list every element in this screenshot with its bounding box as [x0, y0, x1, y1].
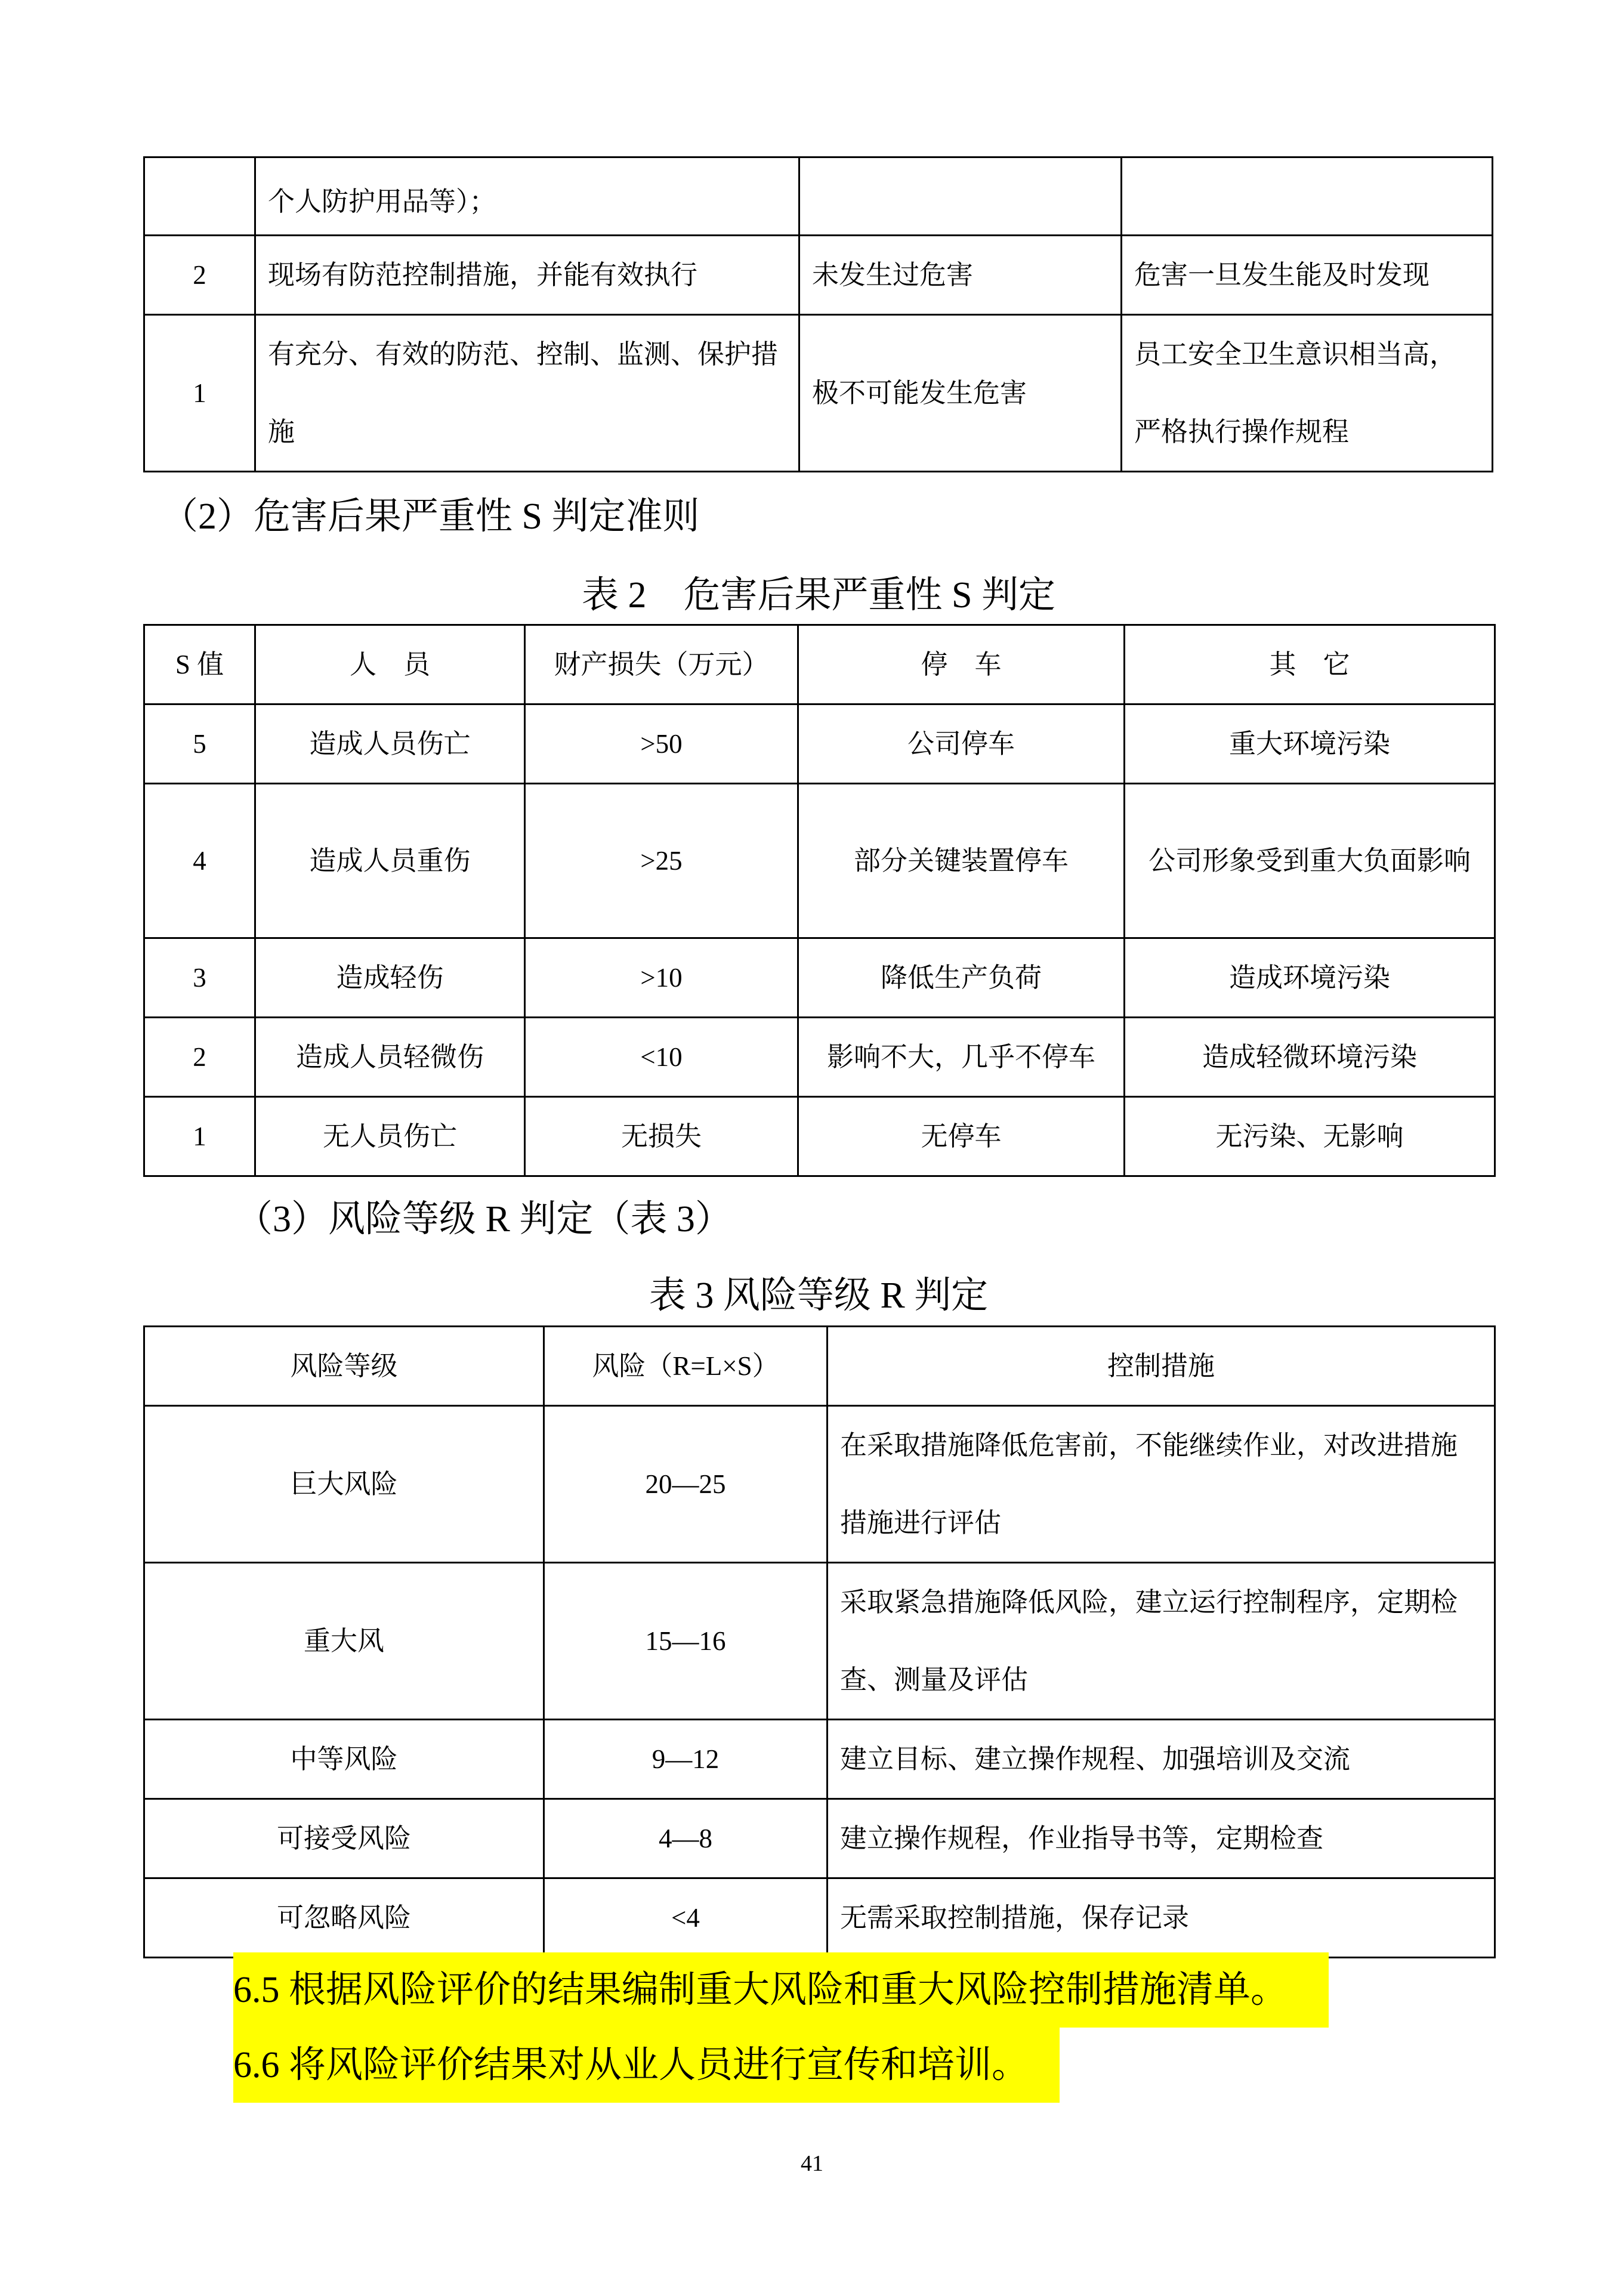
section-heading-severity: （2）危害后果严重性 S 判定准则 [161, 496, 700, 537]
table-cell: 无人员伤亡 [255, 1097, 525, 1176]
table-row [144, 784, 1495, 938]
table-cell: 无损失 [525, 1097, 798, 1176]
table-cell: 员工安全卫生意识相当高，严格执行操作规程 [1122, 315, 1493, 472]
table-cell [799, 157, 1122, 236]
table-cell: >10 [525, 938, 798, 1018]
table2-title: 表 2 危害后果严重性 S 判定 [582, 575, 1055, 616]
table-row [144, 157, 1493, 236]
table3-title: 表 3 风险等级 R 判定 [649, 1275, 989, 1316]
table-header-row [144, 625, 1495, 704]
section-heading-risk-level: （3）风险等级 R 判定（表 3） [236, 1199, 732, 1240]
column-header: 财产损失（万元） [525, 625, 798, 704]
table-cell: 未发生过危害 [799, 236, 1122, 315]
column-header: 风险（R=L×S） [544, 1327, 828, 1406]
table-cell: 巨大风险 [144, 1406, 544, 1563]
table-cell: 在采取措施降低危害前，不能继续作业，对改进措施措施进行评估 [828, 1406, 1495, 1563]
table-cell: 部分关键装置停车 [798, 784, 1125, 938]
table-cell: 2 [144, 1018, 255, 1097]
table-cell: 5 [144, 704, 255, 784]
table-cell: 极不可能发生危害 [799, 315, 1122, 472]
table-cell: 影响不大，几乎不停车 [798, 1018, 1125, 1097]
table-cell: 造成人员轻微伤 [255, 1018, 525, 1097]
table-cell: 2 [144, 236, 255, 315]
page-number: 41 [801, 2151, 823, 2176]
table-cell: <10 [525, 1018, 798, 1097]
table-cell: 造成人员伤亡 [255, 704, 525, 784]
table-cell: >25 [525, 784, 798, 938]
table-cell: 有充分、有效的防范、控制、监测、保护措施 [255, 315, 799, 472]
table-row [144, 704, 1495, 784]
column-header: 其 它 [1125, 625, 1495, 704]
table-cell: 重大风 [144, 1563, 544, 1720]
likelihood-table-continuation [143, 156, 1493, 472]
table-cell: 4—8 [544, 1799, 828, 1878]
column-header: 风险等级 [144, 1327, 544, 1406]
table-cell: 无污染、无影响 [1125, 1097, 1495, 1176]
risk-level-table [143, 1325, 1496, 1958]
column-header: 停 车 [798, 625, 1125, 704]
table-row [144, 1720, 1495, 1799]
table-cell: 可接受风险 [144, 1799, 544, 1878]
table-cell [144, 157, 255, 236]
table-cell: 造成人员重伤 [255, 784, 525, 938]
table-cell: 现场有防范控制措施，并能有效执行 [255, 236, 799, 315]
table-cell: <4 [544, 1878, 828, 1958]
column-header: 控制措施 [828, 1327, 1495, 1406]
table-cell: 9—12 [544, 1720, 828, 1799]
column-header: 人 员 [255, 625, 525, 704]
table-cell: 4 [144, 784, 255, 938]
table-cell: >50 [525, 704, 798, 784]
table-row [144, 1878, 1495, 1958]
table-cell: 公司形象受到重大负面影响 [1125, 784, 1495, 938]
table-cell: 1 [144, 1097, 255, 1176]
table-row [144, 1097, 1495, 1176]
table-row [144, 315, 1493, 472]
highlighted-paragraph-6-6: 6.6 将风险评价结果对从业人员进行宣传和培训。 [233, 2028, 1060, 2103]
table-row [144, 1563, 1495, 1720]
table-cell: 无停车 [798, 1097, 1125, 1176]
table-cell: 建立操作规程，作业指导书等，定期检查 [828, 1799, 1495, 1878]
table-cell: 1 [144, 315, 255, 472]
table-cell [1122, 157, 1493, 236]
table-cell: 公司停车 [798, 704, 1125, 784]
table-row [144, 1799, 1495, 1878]
table-row [144, 236, 1493, 315]
table-cell: 采取紧急措施降低风险，建立运行控制程序，定期检查、测量及评估 [828, 1563, 1495, 1720]
table-cell: 造成轻微环境污染 [1125, 1018, 1495, 1097]
table-cell: 建立目标、建立操作规程、加强培训及交流 [828, 1720, 1495, 1799]
table-header-row [144, 1327, 1495, 1406]
table-cell: 危害一旦发生能及时发现 [1122, 236, 1493, 315]
highlighted-paragraph-6-5: 6.5 根据风险评价的结果编制重大风险和重大风险控制措施清单。 [233, 1952, 1329, 2028]
table-cell: 降低生产负荷 [798, 938, 1125, 1018]
table-row [144, 1018, 1495, 1097]
table-cell: 重大环境污染 [1125, 704, 1495, 784]
table-cell: 造成轻伤 [255, 938, 525, 1018]
column-header: S 值 [144, 625, 255, 704]
table-cell: 个人防护用品等）； [255, 157, 799, 236]
table-row [144, 1406, 1495, 1563]
table-cell: 造成环境污染 [1125, 938, 1495, 1018]
table-cell: 无需采取控制措施，保存记录 [828, 1878, 1495, 1958]
table-cell: 中等风险 [144, 1720, 544, 1799]
table-cell: 可忽略风险 [144, 1878, 544, 1958]
table-cell: 20—25 [544, 1406, 828, 1563]
severity-table [143, 624, 1496, 1177]
table-row [144, 938, 1495, 1018]
table-cell: 15—16 [544, 1563, 828, 1720]
table-cell: 3 [144, 938, 255, 1018]
